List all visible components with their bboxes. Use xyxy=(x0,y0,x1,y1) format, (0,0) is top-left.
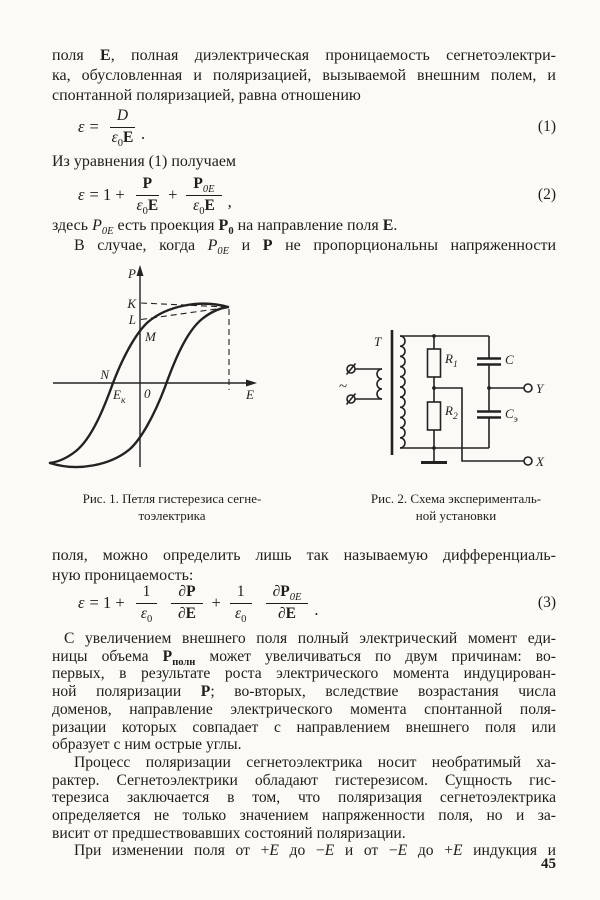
eq3-fraction-4 xyxy=(266,584,309,622)
label-K: K xyxy=(127,296,136,311)
eq1-den-E: E xyxy=(122,128,134,146)
text-run: полн xyxy=(172,656,196,668)
text-line xyxy=(52,719,556,737)
eq2-lhs: ε xyxy=(78,185,85,204)
text-run: не пропорциональны напряженности xyxy=(272,237,557,254)
eq3-tail: . xyxy=(314,600,319,619)
eq1-den-sub: 0 xyxy=(117,137,123,149)
text-run: висит от предшествовавших состояний поляризации. xyxy=(52,824,406,842)
eq2-relation: = 1 + xyxy=(89,185,125,204)
text-line xyxy=(52,216,556,236)
text-run: ; во-вторых, вследствие возрастания числа xyxy=(210,683,557,701)
text-run: индукция и xyxy=(462,842,556,860)
label-E: E xyxy=(246,387,254,402)
eq2-f1-den-E: E xyxy=(147,196,159,214)
caption-line: Рис. 2. Схема эксперименталь- xyxy=(370,491,542,506)
text-run: P xyxy=(92,217,102,234)
text-run: ка, обусловленная и поляризацией, вызываемой внешним полем, и xyxy=(52,67,556,84)
text-line xyxy=(52,683,556,701)
text-line xyxy=(52,701,556,719)
text-run: на направление поля xyxy=(233,217,383,234)
secondary-coil xyxy=(400,336,405,448)
label-R2-sub: 2 xyxy=(452,412,458,422)
text-run: определяется не только значением напряженности поля, но и за- xyxy=(52,807,556,825)
text-run: есть проекция xyxy=(113,217,219,234)
x-tap-wire xyxy=(434,388,524,461)
text-run: ную проницаемость: xyxy=(52,567,194,584)
text-run: Е xyxy=(269,842,279,860)
text-run: образует с ним острые углы. xyxy=(52,736,242,754)
eq3-f3-num: 1 xyxy=(236,583,245,601)
figure-1-caption xyxy=(52,490,292,524)
label-R2-base: R xyxy=(445,403,453,418)
eq3-f2-num-P: P xyxy=(186,583,196,601)
text-run: 0 xyxy=(228,226,234,238)
text-line xyxy=(52,754,556,772)
label-X: X xyxy=(536,454,544,469)
eq3-f4-num-P: P xyxy=(280,583,290,601)
eq3-plus: + xyxy=(211,593,221,612)
text-line xyxy=(52,789,556,807)
text-run: может увеличиваться по двум причинам: во- xyxy=(195,647,556,665)
resistor-r2 xyxy=(428,388,441,448)
text-line xyxy=(52,236,556,256)
text-run: Е xyxy=(324,842,335,860)
capacitor-ce xyxy=(477,388,501,448)
eq1-relation: = xyxy=(89,117,99,136)
eq3-f1-num: 1 xyxy=(142,583,151,601)
paragraph-intro xyxy=(52,46,556,106)
eq2-fraction-2 xyxy=(186,175,221,217)
eq3-f2-den-d: ∂ xyxy=(177,604,186,622)
page-number: 45 xyxy=(541,856,556,872)
label-R1-sub: 1 xyxy=(452,360,458,370)
figure-2-caption xyxy=(350,490,562,524)
text-line xyxy=(52,66,556,86)
label-M: M xyxy=(145,329,156,344)
text-run: При изменении поля от + xyxy=(74,842,270,860)
text-run: ницы объема xyxy=(52,647,163,665)
ac-source-tilde: ~ xyxy=(339,379,348,395)
text-run: рактер. Сегнетоэлектрики обладают гистерезисом. Сущность гис- xyxy=(52,771,556,789)
label-R1 xyxy=(444,351,458,370)
label-C: C xyxy=(505,352,514,367)
text-run: ной поляризации xyxy=(52,683,201,701)
equation-3 xyxy=(52,578,556,628)
text-line xyxy=(52,665,556,683)
eq3-relation: = 1 + xyxy=(89,593,125,612)
text-run: Процесс поляризации сегнетоэлектрика носит необратимый ха- xyxy=(74,753,556,771)
eq1-numerator: D xyxy=(116,107,129,125)
text-run: Р xyxy=(262,237,273,254)
eq3-fraction-2 xyxy=(171,584,202,622)
label-Ce-base: C xyxy=(505,406,514,421)
text-run: до − xyxy=(278,842,325,860)
label-Ce-sub: э xyxy=(513,415,518,425)
circuit-figure xyxy=(338,322,563,474)
text-line xyxy=(52,152,556,172)
text-line xyxy=(52,46,556,66)
text-run: Р xyxy=(162,647,173,665)
label-Ce xyxy=(505,406,518,425)
text-run: и xyxy=(229,237,263,254)
text-line xyxy=(52,736,556,754)
e-axis-arrow-icon xyxy=(246,380,257,387)
eq3-f4-num-d: ∂ xyxy=(272,583,281,601)
text-run: , полная диэлектрическая проницаемость сегнетоэлектри- xyxy=(110,47,556,64)
caption-line: ной установки xyxy=(415,508,497,523)
resistor-r1 xyxy=(428,336,441,388)
eq2-f1-num: P xyxy=(142,175,153,193)
equation-1 xyxy=(52,104,556,150)
label-Ek xyxy=(112,387,126,406)
text-run: Е xyxy=(452,842,463,860)
text-run: доменов, направление электрического момента спонтанной поля- xyxy=(52,700,556,718)
text-run: первых, в результате роста электрического момента индуцирован- xyxy=(52,665,556,683)
label-R1-base: R xyxy=(445,351,453,366)
text-run: . xyxy=(393,217,398,234)
text-run: здесь xyxy=(52,217,93,234)
hysteresis-figure xyxy=(45,262,267,480)
y-terminal xyxy=(489,384,532,392)
text-run: Р xyxy=(200,683,211,701)
eq3-f4-num-sub: 0E xyxy=(289,592,302,604)
eq2-plus: + xyxy=(168,185,178,204)
x-terminal xyxy=(524,457,532,465)
eq3-f2-den-E: E xyxy=(185,604,196,622)
caption-line: тоэлектрика xyxy=(138,508,206,523)
eq2-f2-num-P: P xyxy=(193,175,203,193)
paragraph-bottom xyxy=(52,630,556,860)
eq3-f1-den-sub: 0 xyxy=(146,613,153,625)
eq1-den-eps: ε xyxy=(111,128,118,146)
eq3-f3-den-eps: ε xyxy=(235,604,242,622)
text-line xyxy=(52,648,556,666)
label-R2 xyxy=(444,403,458,422)
eq1-lhs: ε xyxy=(78,117,85,136)
label-Ek-base: E xyxy=(113,387,121,402)
eq3-f1-den-eps: ε xyxy=(140,604,147,622)
text-line xyxy=(52,546,556,566)
text-run: ризации которых совпадает с направлением внешнего поля или xyxy=(52,718,556,736)
eq1-number: (1) xyxy=(537,118,556,135)
label-P: P xyxy=(128,266,136,281)
label-Y: Y xyxy=(536,381,544,396)
capacitor-c xyxy=(477,336,501,388)
p-axis-arrow-icon xyxy=(137,265,144,276)
text-run: 0E xyxy=(217,246,230,258)
text-run: и от − xyxy=(334,842,398,860)
text-line xyxy=(52,772,556,790)
eq3-f2-num-d: ∂ xyxy=(178,583,187,601)
eq2-f2-den-sub: 0 xyxy=(199,205,205,217)
eq3-f4-den-d: ∂ xyxy=(277,604,286,622)
text-run: спонтанной поляризацией, равна отношению xyxy=(52,87,361,104)
label-origin: 0 xyxy=(144,386,151,401)
text-line xyxy=(52,825,556,843)
text-line xyxy=(52,630,556,648)
eq3-lhs: ε xyxy=(78,593,85,612)
caption-line: Рис. 1. Петля гистерезиса сегне- xyxy=(82,491,262,506)
eq3-f4-den-E: E xyxy=(285,604,296,622)
eq2-f1-den-eps: ε xyxy=(136,196,143,214)
text-run: до + xyxy=(407,842,453,860)
eq3-fraction-1 xyxy=(136,583,158,625)
paragraph-between xyxy=(52,152,556,172)
text-run: поля xyxy=(52,47,101,64)
label-Ek-sub: к xyxy=(120,396,126,406)
text-run: С увеличением внешнего поля полный электрический момент еди- xyxy=(64,630,556,647)
text-line xyxy=(52,86,556,106)
eq2-tail: , xyxy=(227,192,232,211)
ground-icon xyxy=(421,448,447,463)
label-L: L xyxy=(128,312,136,327)
hysteresis-loop xyxy=(50,304,228,467)
eq2-f2-den-E: E xyxy=(204,196,215,214)
eq2-f1-den-sub: 0 xyxy=(142,205,148,217)
text-line xyxy=(52,807,556,825)
text-run: Из уравнения (1) получаем xyxy=(52,153,237,170)
e-axis xyxy=(53,380,257,387)
text-run: P xyxy=(218,217,229,234)
text-run: Е xyxy=(100,47,111,64)
eq2-f2-num-sub: 0E xyxy=(202,184,215,196)
text-run: терезиса заключается в том, что поляризация сегнетоэлектрика xyxy=(52,789,556,807)
eq2-f2-den-eps: ε xyxy=(193,196,200,214)
label-T: T xyxy=(374,334,382,349)
eq2-number: (2) xyxy=(537,186,556,203)
text-run: P xyxy=(207,237,218,254)
text-run: 0E xyxy=(101,226,114,238)
eq3-f3-den-sub: 0 xyxy=(241,613,247,625)
eq2-fraction-1 xyxy=(136,175,159,217)
primary-coil xyxy=(377,369,382,399)
eq3-number: (3) xyxy=(537,594,556,611)
text-run: В случае, когда xyxy=(74,237,208,254)
eq1-tail: . xyxy=(141,124,146,143)
label-N: N xyxy=(100,367,109,382)
text-run: Е xyxy=(382,217,394,234)
paragraph-after-eq2 xyxy=(52,216,556,256)
eq3-fraction-3 xyxy=(230,583,252,625)
equation-2 xyxy=(52,170,556,220)
text-run: Е xyxy=(397,842,408,860)
text-run: поля, можно определить лишь так называемую дифференциаль- xyxy=(52,547,556,564)
eq1-fraction xyxy=(110,107,135,149)
